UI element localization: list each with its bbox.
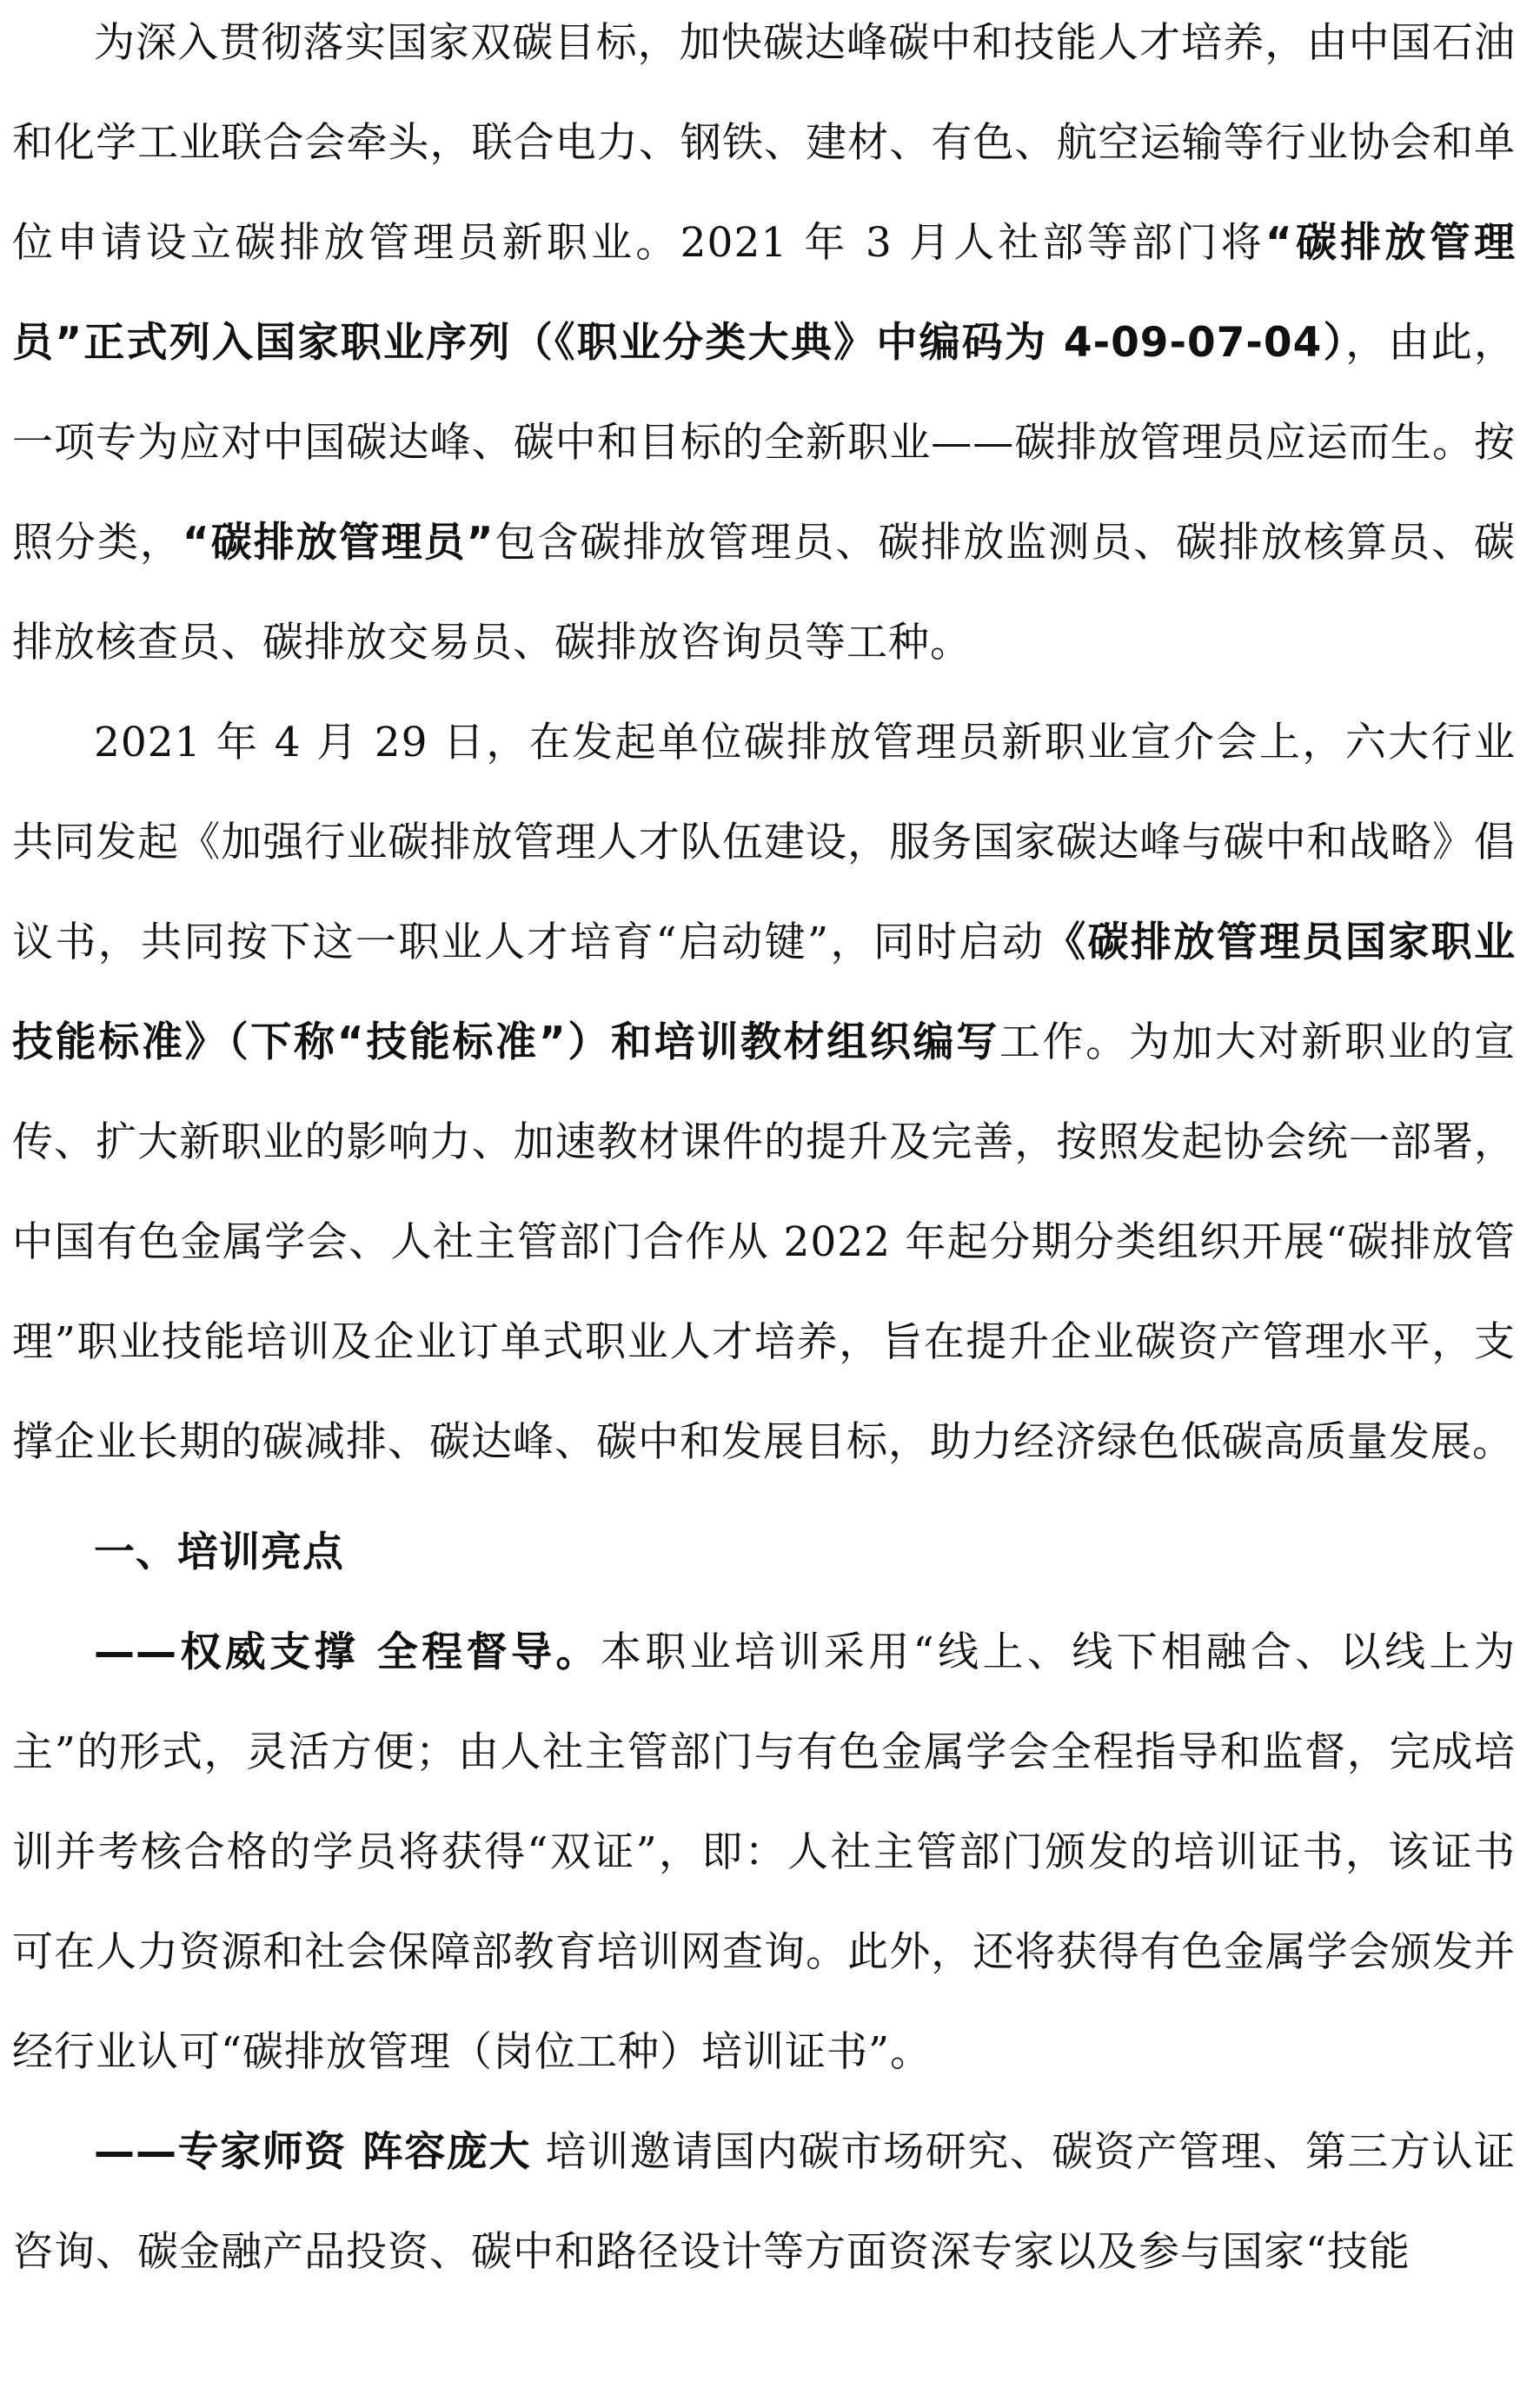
intro-text-3: 包含碳排放管理员、碳排放监测员、碳排放核算员、碳排放核查员、碳排放交易员、碳排放咨询员等工种。 (12, 519, 1517, 667)
background-bold-1: 《碳排放管理员国家职业技能标准》（下称“技能标准”）和培训教材组织编写 (12, 919, 1516, 1066)
highlight-authority-paragraph (12, 1602, 1516, 2102)
section-heading-highlights: 一、培训亮点 (94, 1529, 344, 1576)
highlight-experts-title: ——专家师资 阵容庞大 (94, 2128, 532, 2176)
highlight-experts-text: 培训邀请国内碳市场研究、碳资产管理、第三方认证咨询、碳金融产品投资、碳中和路径设计等方面资深专家以及参与国家“技能 (12, 2128, 1516, 2276)
intro-bold-2: “碳排放管理员” (182, 519, 495, 567)
highlight-authority-title: ——权威支撑 全程督导。 (94, 1628, 601, 1676)
background-text-1: 2021 年 4 月 29 日，在发起单位碳排放管理员新职业宣介会上，六大行业共同发起《加强行业碳排放管理人才队伍建设，服务国家碳达峰与碳中和战略》倡议书，共同按下这一职业人才培育“启动键”，同时启动 (12, 719, 1516, 966)
intro-text-1: 为深入贯彻落实国家双碳目标，加快碳达峰碳中和技能人才培养，由中国石油和化学工业联合会牵头，联合电力、钢铁、建材、有色、航空运输等行业协会和单位申请设立碳排放管理员新职业。2021 年 3 月人社部等部门将 (12, 19, 1516, 267)
background-text-2: 工作。为加大对新职业的宣传、扩大新职业的影响力、加速教材课件的提升及完善，按照发起协会统一部署，中国有色金属学会、人社主管部门合作从 2022 年起分期分类组织开展“碳排放管理”职业技能培训及企业订单式职业人才培养，旨在提升企业碳资产管理水平，支撑企业长期的碳减排、碳达峰、碳中和发展目标，助力经济绿色低碳高质量发展。 (12, 1018, 1516, 1466)
highlight-experts-paragraph (12, 2102, 1516, 2302)
intro-bold-1: “碳排放管理员”正式列入国家职业序列（《职业分类大典》中编码为 4-09-07-04） (12, 219, 1516, 367)
intro-paragraph (12, 0, 1516, 693)
intro-text-2: ，由此，一项专为应对中国碳达峰、碳中和目标的全新职业——碳排放管理员应运而生。按照分类， (12, 319, 1516, 567)
background-paragraph (12, 693, 1516, 1492)
document-page (12, 0, 1516, 2302)
highlight-authority-text: 本职业培训采用“线上、线下相融合、以线上为主”的形式，灵活方便；由人社主管部门与有色金属学会全程指导和监督，完成培训并考核合格的学员将获得“双证”，即：人社主管部门颁发的培训证书，该证书可在人力资源和社会保障部教育培训网查询。此外，还将获得有色金属学会颁发并经行业认可“碳排放管理（岗位工种）培训证书”。 (12, 1628, 1516, 2076)
